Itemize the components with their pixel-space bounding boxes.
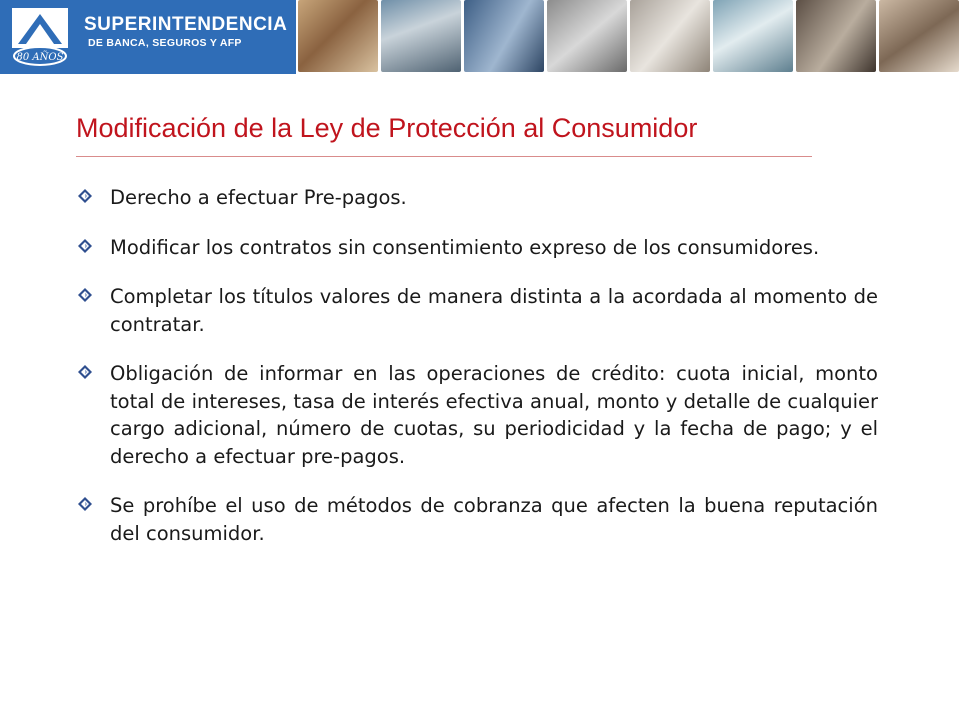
- bullet-text: Completar los títulos valores de manera distinta a la acordada al momento de contratar.: [110, 285, 878, 336]
- logo-subtitle: DE BANCA, SEGUROS Y AFP: [88, 37, 242, 49]
- header-banner: [0, 0, 960, 74]
- bullet-text: Modificar los contratos sin consentimiento expreso de los consumidores.: [110, 235, 820, 259]
- list-item: [76, 283, 878, 338]
- diamond-bullet-icon: [78, 239, 92, 253]
- diamond-bullet-icon: [78, 288, 92, 302]
- list-item: [76, 360, 878, 470]
- bullet-text: Se prohíbe el uso de métodos de cobranza que afecten la buena reputación del consumidor.: [110, 494, 878, 545]
- logo-text: [84, 14, 287, 50]
- handshake-photo: [796, 0, 876, 72]
- title-divider: [76, 156, 812, 157]
- sbs-logo: [0, 0, 296, 74]
- diamond-bullet-icon: [78, 497, 92, 511]
- card-terminal-photo: [713, 0, 793, 72]
- building-photo: [381, 0, 461, 72]
- logo-title: SUPERINTENDENCIA: [84, 14, 288, 35]
- diamond-bullet-icon: [78, 365, 92, 379]
- hands-paper-photo: [547, 0, 627, 72]
- keyboard-enter-photo: [464, 0, 544, 72]
- list-item: [76, 234, 878, 262]
- list-item: [76, 492, 878, 547]
- sbs-emblem-icon: [8, 6, 72, 68]
- signing-document-photo: [879, 0, 959, 72]
- bullet-text: Derecho a efectuar Pre-pagos.: [110, 186, 407, 209]
- bullet-text: Obligación de informar en las operaciones de crédito: cuota inicial, monto total de intereses, tasa de interés efectiva anual, monto y detalle de cualquier cargo adicional, número de cuotas, su periodicidad y la fecha de pago; y el derecho a efectuar pre-pagos.: [110, 362, 878, 468]
- photo-strip: [298, 0, 959, 74]
- bullet-list: [76, 184, 878, 569]
- credit-card-photo: [298, 0, 378, 72]
- diamond-bullet-icon: [78, 189, 92, 203]
- logo-emblem-text: 80 AÑOS: [16, 52, 64, 63]
- money-photo: [630, 0, 710, 72]
- list-item: [76, 184, 878, 212]
- slide-title: Modificación de la Ley de Protección al Consumidor: [76, 113, 698, 143]
